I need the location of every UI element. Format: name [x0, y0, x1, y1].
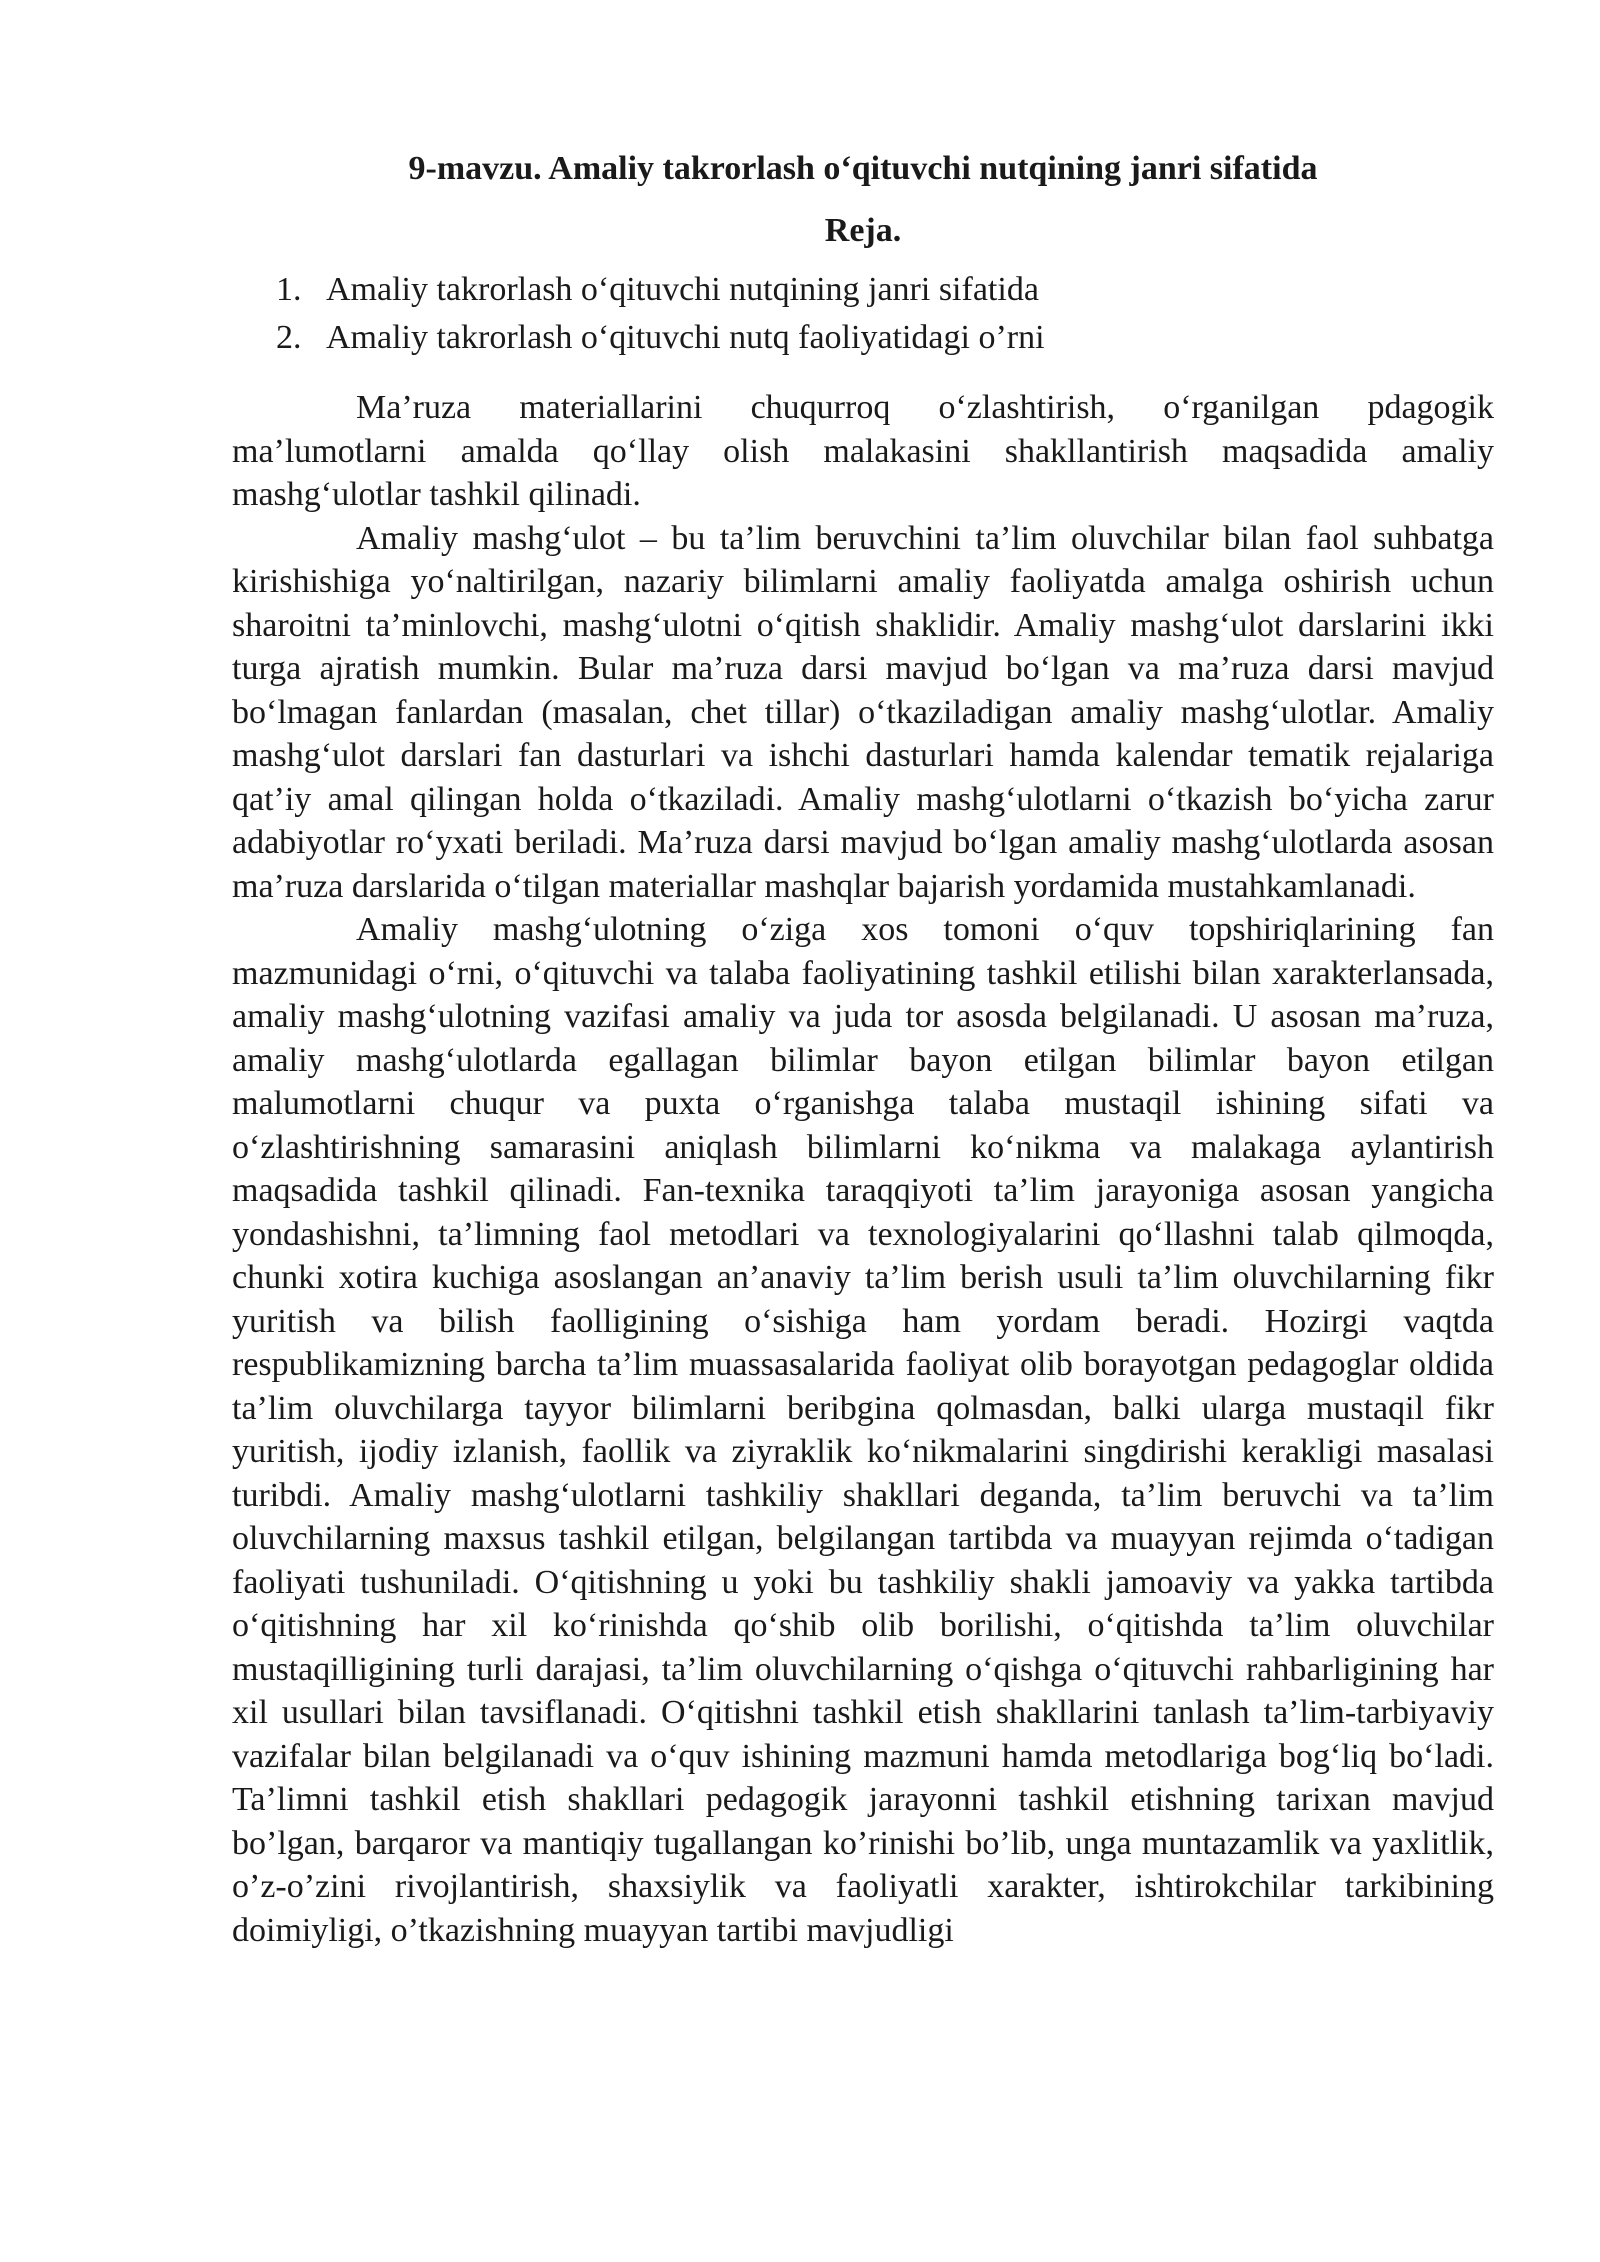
document-page	[232, 148, 1494, 1952]
plan-item	[232, 314, 1494, 362]
plan-item	[232, 266, 1494, 314]
plan-heading: Reja.	[824, 212, 902, 249]
plan-item-text: Amaliy takrorlash o‘qituvchi nutqining janri sifatida	[326, 271, 1039, 308]
body-paragraph: Amaliy mashg‘ulotning o‘ziga xos tomoni o‘quv topshiriqlarining fan mazmunidagi o‘rni, o‘qituvchi va talaba faoliyatining tashkil etilishi bilan xarakterlansada, amaliy mashg‘ulotning vazifasi amaliy va juda tor asosda belgilanadi. U asosan ma’ruza, amaliy mashg‘ulotlarda egallagan bilimlar bayon etilgan bilimlar bayon etilgan malumotlarni chuqur va puxta o‘rganishga talaba mustaqil ishining sifati va o‘zlashtirishning samarasini aniqlash bilimlarni ko‘nikma va malakaga aylantirish maqsadida tashkil qilinadi. Fan-texnika taraqqiyoti ta’lim jarayoniga asosan yangicha yondashishni, ta’limning faol metodlari va texnologiyalarini qo‘llashni talab qilmoqda, chunki xotira kuchiga asoslangan an’anaviy ta’lim berish usuli ta’lim oluvchilarning fikr yuritish va bilish faolligining o‘sishiga ham yordam beradi. Hozirgi vaqtda respublikamizning barcha ta’lim muassasalarida faoliyat olib borayotgan pedagoglar oldida ta’lim oluvchilarga tayyor bilimlarni beribgina qolmasdan, balki ularga mustaqil fikr yuritish, ijodiy izlanish, faollik va ziyraklik ko‘nikmalarini singdirishi kerakligi masalasi turibdi. Amaliy mashg‘ulotlarni tashkiliy shakllari deganda, ta’lim beruvchi va ta’lim oluvchilarning maxsus tashkil etilgan, belgilangan tartibda va muayyan rejimda o‘tadigan faoliyati tushuniladi. O‘qitishning u yoki bu tashkiliy shakli jamoaviy va yakka tartibda o‘qitishning har xil ko‘rinishda qo‘shib olib borilishi, o‘qitishda ta’lim oluvchilar mustaqilligining turli darajasi, ta’lim oluvchilarning o‘qishga o‘qituvchi rahbarligining har xil usullari bilan tavsiflanadi. O‘qitishni tashkil etish shakllarini tanlash ta’lim-tarbiyaviy vazifalar bilan belgilanadi va o‘quv ishining mazmuni hamda metodlariga bog‘liq bo‘ladi. Ta’limni tashkil etish shakllari pedagogik jarayonni tashkil etishning tarixan mavjud bo’lgan, barqaror va mantiqiy tugallangan ko’rinishi bo’lib, unga muntazamlik va yaxlitlik, o’z-o’zini rivojlantirish, shaxsiylik va faoliyatli xarakter, ishtirokchilar tarkibining doimiyligi, o’tkazishning muayyan tartibi mavjudligi	[232, 911, 1494, 1949]
body-paragraph: Ma’ruza materiallarini chuqurroq o‘zlashtirish, o‘rganilgan pdagogik ma’lumotlarni amalda qo‘llay olish malakasini shakllantirish maqsadida amaliy mashg‘ulotlar tashkil qilinadi.	[232, 389, 1494, 513]
plan-item-number: 2.	[276, 319, 302, 356]
body-paragraph: Amaliy mashg‘ulot – bu ta’lim beruvchini ta’lim oluvchilar bilan faol suhbatga kirishishiga yo‘naltirilgan, nazariy bilimlarni amaliy faoliyatda amalga oshirish uchun sharoitni ta’minlovchi, mashg‘ulotni o‘qitish shaklidir. Amaliy mashg‘ulot darslarini ikki turga ajratish mumkin. Bular ma’ruza darsi mavjud bo‘lgan va ma’ruza darsi mavjud bo‘lmagan fanlardan (masalan, chet tillar) o‘tkaziladigan amaliy mashg‘ulotlar. Amaliy mashg‘ulot darslari fan dasturlari va ishchi dasturlari hamda kalendar tematik rejalariga qat’iy amal qilingan holda o‘tkaziladi. Amaliy mashg‘ulotlarni o‘tkazish bo‘yicha zarur adabiyotlar ro‘yxati beriladi. Ma’ruza darsi mavjud bo‘lgan amaliy mashg‘ulotlarda asosan ma’ruza darslarida o‘tilgan materiallar mashqlar bajarish yordamida mustahkamlanadi.	[232, 519, 1494, 905]
document-title: 9-mavzu. Amaliy takrorlash o‘qituvchi nutqining janri sifatida	[408, 150, 1318, 187]
plan-item-number: 1.	[276, 271, 302, 308]
plan-item-text: Amaliy takrorlash o‘qituvchi nutq faoliyatidagi o’rni	[326, 319, 1045, 356]
plan-list	[232, 266, 1494, 362]
